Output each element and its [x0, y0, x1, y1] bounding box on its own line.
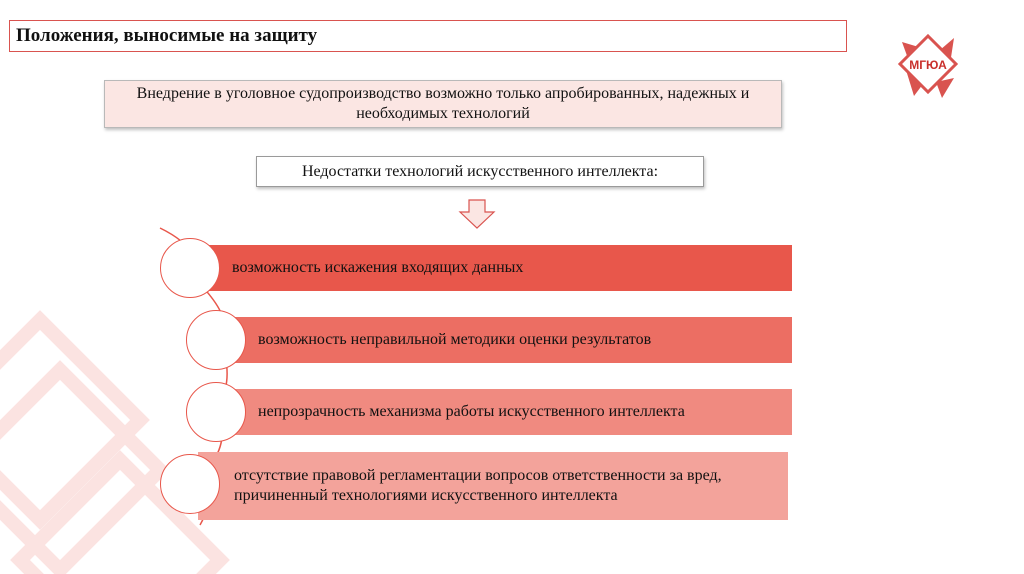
- list-item-text: возможность неправильной методики оценки результатов: [258, 331, 652, 348]
- intro-text: Внедрение в уголовное судопроизводство возможно только апробированных, надежных и необходимых технологий: [136, 85, 750, 122]
- list-bullet-circle: [160, 238, 220, 298]
- page-title: Положения, выносимые на защиту: [16, 25, 318, 46]
- intro-box: [104, 80, 782, 128]
- subtitle-box: [256, 156, 704, 187]
- title-box: [9, 20, 847, 52]
- list-item-text: отсутствие правовой регламентации вопросов ответственности за вред, причиненный технологиями искусственного интеллекта: [234, 467, 722, 504]
- subtitle-text: Недостатки технологий искусственного интеллекта:: [301, 162, 659, 180]
- mgua-logo: [892, 30, 964, 100]
- list-item-text: непрозрачность механизма работы искусственного интеллекта: [258, 403, 685, 420]
- list-item: [224, 317, 792, 363]
- mgua-logo-icon: [892, 30, 964, 100]
- down-arrow-icon: [458, 199, 496, 229]
- logo-text: МГЮА: [909, 58, 947, 72]
- list-item: [224, 389, 792, 435]
- list-item-text: возможность искажения входящих данных: [232, 259, 524, 276]
- list-item: [200, 245, 792, 291]
- list-bullet-circle: [186, 310, 246, 370]
- list-item: [198, 452, 788, 520]
- list-bullet-circle: [186, 382, 246, 442]
- list-bullet-circle: [160, 454, 220, 514]
